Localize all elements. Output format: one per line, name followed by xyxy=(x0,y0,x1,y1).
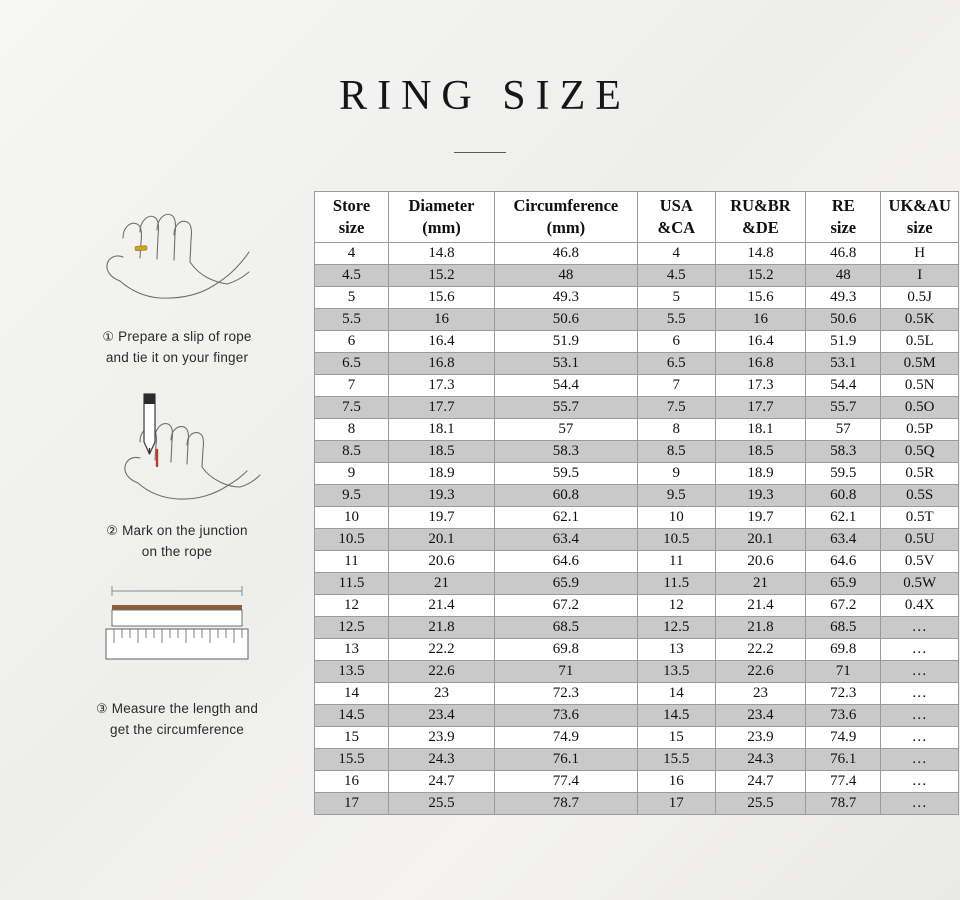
column-header-uk-au-size: UK&AU size xyxy=(881,192,959,243)
cell-diameter: 21 xyxy=(389,573,495,595)
table-row xyxy=(315,243,959,265)
cell-re-size: 49.3 xyxy=(806,287,881,309)
instruction-step-2 xyxy=(52,387,302,563)
cell-diameter: 17.7 xyxy=(389,397,495,419)
cell-usa-ca: 6.5 xyxy=(637,353,715,375)
table-row xyxy=(315,485,959,507)
cell-diameter: 22.2 xyxy=(389,639,495,661)
hand-with-ring-illustration xyxy=(52,201,302,321)
cell-usa-ca: 14.5 xyxy=(637,705,715,727)
table-row xyxy=(315,265,959,287)
cell-circumference: 74.9 xyxy=(494,727,637,749)
step-3-line-2: get the circumference xyxy=(109,722,244,738)
cell-circumference: 72.3 xyxy=(494,683,637,705)
cell-store-size: 8.5 xyxy=(315,441,389,463)
column-header-ru-br-de: RU&BR &DE xyxy=(715,192,806,243)
cell-usa-ca: 10 xyxy=(637,507,715,529)
cell-circumference: 76.1 xyxy=(494,749,637,771)
table-row xyxy=(315,463,959,485)
cell-uk-au-size: 0.5T xyxy=(881,507,959,529)
cell-usa-ca: 8 xyxy=(637,419,715,441)
cell-ru-br-de: 21.4 xyxy=(715,595,806,617)
cell-ru-br-de: 19.3 xyxy=(715,485,806,507)
cell-uk-au-size: 0.5R xyxy=(881,463,959,485)
cell-uk-au-size: … xyxy=(881,793,959,815)
table-row xyxy=(315,375,959,397)
cell-store-size: 5 xyxy=(315,287,389,309)
cell-usa-ca: 5.5 xyxy=(637,309,715,331)
table-header xyxy=(315,192,959,243)
cell-ru-br-de: 17.7 xyxy=(715,397,806,419)
cell-usa-ca: 11.5 xyxy=(637,573,715,595)
cell-re-size: 64.6 xyxy=(806,551,881,573)
cell-uk-au-size: 0.5V xyxy=(881,551,959,573)
cell-ru-br-de: 21 xyxy=(715,573,806,595)
cell-re-size: 46.8 xyxy=(806,243,881,265)
cell-circumference: 53.1 xyxy=(494,353,637,375)
cell-store-size: 7.5 xyxy=(315,397,389,419)
cell-diameter: 14.8 xyxy=(389,243,495,265)
cell-uk-au-size: 0.5M xyxy=(881,353,959,375)
cell-store-size: 13.5 xyxy=(315,661,389,683)
cell-uk-au-size: 0.5Q xyxy=(881,441,959,463)
cell-store-size: 4 xyxy=(315,243,389,265)
cell-uk-au-size: 0.5O xyxy=(881,397,959,419)
cell-circumference: 51.9 xyxy=(494,331,637,353)
instructions-column xyxy=(52,191,302,815)
cell-circumference: 46.8 xyxy=(494,243,637,265)
cell-re-size: 65.9 xyxy=(806,573,881,595)
table-row xyxy=(315,727,959,749)
cell-usa-ca: 11 xyxy=(637,551,715,573)
cell-store-size: 14.5 xyxy=(315,705,389,727)
cell-usa-ca: 15.5 xyxy=(637,749,715,771)
cell-circumference: 68.5 xyxy=(494,617,637,639)
cell-circumference: 67.2 xyxy=(494,595,637,617)
cell-store-size: 16 xyxy=(315,771,389,793)
table-row xyxy=(315,683,959,705)
cell-diameter: 18.5 xyxy=(389,441,495,463)
cell-uk-au-size: H xyxy=(881,243,959,265)
cell-uk-au-size: … xyxy=(881,639,959,661)
cell-diameter: 23.4 xyxy=(389,705,495,727)
cell-re-size: 50.6 xyxy=(806,309,881,331)
table-row xyxy=(315,309,959,331)
table-row xyxy=(315,573,959,595)
instruction-step-2-caption xyxy=(52,521,302,563)
cell-re-size: 73.6 xyxy=(806,705,881,727)
column-header-usa-ca: USA &CA xyxy=(637,192,715,243)
cell-uk-au-size: … xyxy=(881,705,959,727)
cell-re-size: 53.1 xyxy=(806,353,881,375)
cell-usa-ca: 8.5 xyxy=(637,441,715,463)
table-row xyxy=(315,287,959,309)
instruction-step-1 xyxy=(52,201,302,369)
cell-uk-au-size: … xyxy=(881,661,959,683)
cell-usa-ca: 12.5 xyxy=(637,617,715,639)
cell-uk-au-size: 0.5U xyxy=(881,529,959,551)
cell-diameter: 16 xyxy=(389,309,495,331)
cell-store-size: 14 xyxy=(315,683,389,705)
cell-store-size: 12.5 xyxy=(315,617,389,639)
cell-circumference: 59.5 xyxy=(494,463,637,485)
cell-usa-ca: 7.5 xyxy=(637,397,715,419)
cell-store-size: 10 xyxy=(315,507,389,529)
cell-ru-br-de: 20.1 xyxy=(715,529,806,551)
cell-store-size: 17 xyxy=(315,793,389,815)
cell-re-size: 60.8 xyxy=(806,485,881,507)
cell-circumference: 60.8 xyxy=(494,485,637,507)
step-2-line-2: on the rope xyxy=(141,544,213,560)
cell-uk-au-size: 0.5P xyxy=(881,419,959,441)
cell-store-size: 10.5 xyxy=(315,529,389,551)
cell-usa-ca: 14 xyxy=(637,683,715,705)
cell-store-size: 11 xyxy=(315,551,389,573)
cell-store-size: 6.5 xyxy=(315,353,389,375)
cell-ru-br-de: 16 xyxy=(715,309,806,331)
table-row xyxy=(315,705,959,727)
cell-uk-au-size: … xyxy=(881,683,959,705)
cell-re-size: 59.5 xyxy=(806,463,881,485)
instruction-step-3 xyxy=(52,581,302,741)
cell-usa-ca: 9 xyxy=(637,463,715,485)
step-3-line-1: Measure the length and xyxy=(111,701,259,717)
table-row xyxy=(315,595,959,617)
cell-uk-au-size: … xyxy=(881,617,959,639)
cell-circumference: 64.6 xyxy=(494,551,637,573)
cell-ru-br-de: 23.9 xyxy=(715,727,806,749)
table-row xyxy=(315,551,959,573)
cell-store-size: 13 xyxy=(315,639,389,661)
cell-diameter: 17.3 xyxy=(389,375,495,397)
table-row xyxy=(315,661,959,683)
cell-re-size: 72.3 xyxy=(806,683,881,705)
cell-circumference: 78.7 xyxy=(494,793,637,815)
cell-uk-au-size: 0.5N xyxy=(881,375,959,397)
cell-diameter: 16.4 xyxy=(389,331,495,353)
cell-re-size: 54.4 xyxy=(806,375,881,397)
cell-circumference: 71 xyxy=(494,661,637,683)
cell-diameter: 25.5 xyxy=(389,793,495,815)
content-area xyxy=(0,153,960,815)
ruler-measuring-illustration xyxy=(52,581,302,693)
step-1-number: ① xyxy=(102,330,115,345)
cell-diameter: 22.6 xyxy=(389,661,495,683)
table-row xyxy=(315,331,959,353)
cell-uk-au-size: I xyxy=(881,265,959,287)
cell-store-size: 8 xyxy=(315,419,389,441)
cell-re-size: 51.9 xyxy=(806,331,881,353)
cell-uk-au-size: 0.5L xyxy=(881,331,959,353)
table-row xyxy=(315,419,959,441)
cell-ru-br-de: 20.6 xyxy=(715,551,806,573)
column-header-circumference: Circumference (mm) xyxy=(494,192,637,243)
step-1-line-2: and tie it on your finger xyxy=(105,350,249,366)
table-row xyxy=(315,771,959,793)
cell-circumference: 50.6 xyxy=(494,309,637,331)
cell-re-size: 74.9 xyxy=(806,727,881,749)
cell-diameter: 19.7 xyxy=(389,507,495,529)
cell-ru-br-de: 19.7 xyxy=(715,507,806,529)
table-row xyxy=(315,507,959,529)
cell-ru-br-de: 15.6 xyxy=(715,287,806,309)
cell-ru-br-de: 17.3 xyxy=(715,375,806,397)
cell-circumference: 65.9 xyxy=(494,573,637,595)
cell-store-size: 12 xyxy=(315,595,389,617)
cell-uk-au-size: 0.5W xyxy=(881,573,959,595)
cell-circumference: 62.1 xyxy=(494,507,637,529)
cell-diameter: 20.6 xyxy=(389,551,495,573)
cell-circumference: 57 xyxy=(494,419,637,441)
cell-usa-ca: 17 xyxy=(637,793,715,815)
table-body xyxy=(315,243,959,815)
cell-uk-au-size: 0.5K xyxy=(881,309,959,331)
cell-ru-br-de: 23 xyxy=(715,683,806,705)
table-row xyxy=(315,441,959,463)
cell-diameter: 18.1 xyxy=(389,419,495,441)
cell-re-size: 55.7 xyxy=(806,397,881,419)
cell-circumference: 49.3 xyxy=(494,287,637,309)
cell-re-size: 58.3 xyxy=(806,441,881,463)
instruction-step-1-caption xyxy=(52,327,302,369)
cell-uk-au-size: 0.5J xyxy=(881,287,959,309)
cell-ru-br-de: 22.2 xyxy=(715,639,806,661)
instruction-step-3-caption xyxy=(52,699,302,741)
cell-re-size: 57 xyxy=(806,419,881,441)
table-row xyxy=(315,529,959,551)
cell-ru-br-de: 16.4 xyxy=(715,331,806,353)
cell-ru-br-de: 22.6 xyxy=(715,661,806,683)
cell-ru-br-de: 23.4 xyxy=(715,705,806,727)
cell-diameter: 15.6 xyxy=(389,287,495,309)
cell-re-size: 77.4 xyxy=(806,771,881,793)
cell-ru-br-de: 15.2 xyxy=(715,265,806,287)
cell-circumference: 54.4 xyxy=(494,375,637,397)
cell-store-size: 6 xyxy=(315,331,389,353)
cell-usa-ca: 13 xyxy=(637,639,715,661)
cell-circumference: 55.7 xyxy=(494,397,637,419)
cell-uk-au-size: … xyxy=(881,771,959,793)
cell-circumference: 69.8 xyxy=(494,639,637,661)
cell-usa-ca: 10.5 xyxy=(637,529,715,551)
ring-size-table xyxy=(314,191,959,815)
column-header-diameter: Diameter (mm) xyxy=(389,192,495,243)
cell-ru-br-de: 24.7 xyxy=(715,771,806,793)
cell-diameter: 21.4 xyxy=(389,595,495,617)
step-1-line-1: Prepare a slip of rope xyxy=(118,329,252,344)
cell-usa-ca: 4 xyxy=(637,243,715,265)
cell-circumference: 48 xyxy=(494,265,637,287)
column-header-re-size: RE size xyxy=(806,192,881,243)
cell-diameter: 18.9 xyxy=(389,463,495,485)
cell-uk-au-size: 0.4X xyxy=(881,595,959,617)
table-row xyxy=(315,793,959,815)
cell-re-size: 71 xyxy=(806,661,881,683)
cell-re-size: 63.4 xyxy=(806,529,881,551)
cell-uk-au-size: 0.5S xyxy=(881,485,959,507)
cell-re-size: 62.1 xyxy=(806,507,881,529)
cell-ru-br-de: 24.3 xyxy=(715,749,806,771)
step-3-number: ③ xyxy=(95,702,108,718)
page-title: RING SIZE xyxy=(339,73,631,119)
cell-circumference: 58.3 xyxy=(494,441,637,463)
cell-diameter: 21.8 xyxy=(389,617,495,639)
table-row xyxy=(315,353,959,375)
cell-ru-br-de: 21.8 xyxy=(715,617,806,639)
size-table-column xyxy=(302,191,959,815)
cell-usa-ca: 9.5 xyxy=(637,485,715,507)
cell-re-size: 78.7 xyxy=(806,793,881,815)
cell-ru-br-de: 25.5 xyxy=(715,793,806,815)
cell-re-size: 76.1 xyxy=(806,749,881,771)
cell-circumference: 73.6 xyxy=(494,705,637,727)
cell-diameter: 19.3 xyxy=(389,485,495,507)
cell-store-size: 4.5 xyxy=(315,265,389,287)
cell-circumference: 77.4 xyxy=(494,771,637,793)
page-header xyxy=(0,0,960,153)
cell-usa-ca: 12 xyxy=(637,595,715,617)
cell-store-size: 5.5 xyxy=(315,309,389,331)
cell-diameter: 20.1 xyxy=(389,529,495,551)
cell-ru-br-de: 16.8 xyxy=(715,353,806,375)
cell-re-size: 68.5 xyxy=(806,617,881,639)
cell-re-size: 48 xyxy=(806,265,881,287)
cell-ru-br-de: 18.9 xyxy=(715,463,806,485)
cell-diameter: 15.2 xyxy=(389,265,495,287)
cell-uk-au-size: … xyxy=(881,749,959,771)
cell-circumference: 63.4 xyxy=(494,529,637,551)
column-header-store-size: Store size xyxy=(315,192,389,243)
cell-diameter: 24.7 xyxy=(389,771,495,793)
table-row xyxy=(315,617,959,639)
table-row xyxy=(315,749,959,771)
cell-store-size: 15.5 xyxy=(315,749,389,771)
table-header-row xyxy=(315,192,959,243)
step-2-line-1: Mark on the junction xyxy=(122,523,248,539)
cell-ru-br-de: 18.1 xyxy=(715,419,806,441)
table-row xyxy=(315,397,959,419)
cell-diameter: 16.8 xyxy=(389,353,495,375)
cell-store-size: 15 xyxy=(315,727,389,749)
cell-usa-ca: 5 xyxy=(637,287,715,309)
cell-store-size: 9 xyxy=(315,463,389,485)
cell-diameter: 24.3 xyxy=(389,749,495,771)
cell-ru-br-de: 18.5 xyxy=(715,441,806,463)
step-2-number: ② xyxy=(106,524,119,540)
cell-usa-ca: 16 xyxy=(637,771,715,793)
cell-store-size: 11.5 xyxy=(315,573,389,595)
cell-diameter: 23 xyxy=(389,683,495,705)
cell-ru-br-de: 14.8 xyxy=(715,243,806,265)
cell-re-size: 67.2 xyxy=(806,595,881,617)
table-row xyxy=(315,639,959,661)
cell-store-size: 7 xyxy=(315,375,389,397)
cell-usa-ca: 4.5 xyxy=(637,265,715,287)
cell-re-size: 69.8 xyxy=(806,639,881,661)
hand-marking-rope-illustration xyxy=(52,387,302,515)
cell-store-size: 9.5 xyxy=(315,485,389,507)
cell-usa-ca: 6 xyxy=(637,331,715,353)
cell-usa-ca: 15 xyxy=(637,727,715,749)
cell-uk-au-size: … xyxy=(881,727,959,749)
cell-usa-ca: 7 xyxy=(637,375,715,397)
cell-diameter: 23.9 xyxy=(389,727,495,749)
cell-usa-ca: 13.5 xyxy=(637,661,715,683)
